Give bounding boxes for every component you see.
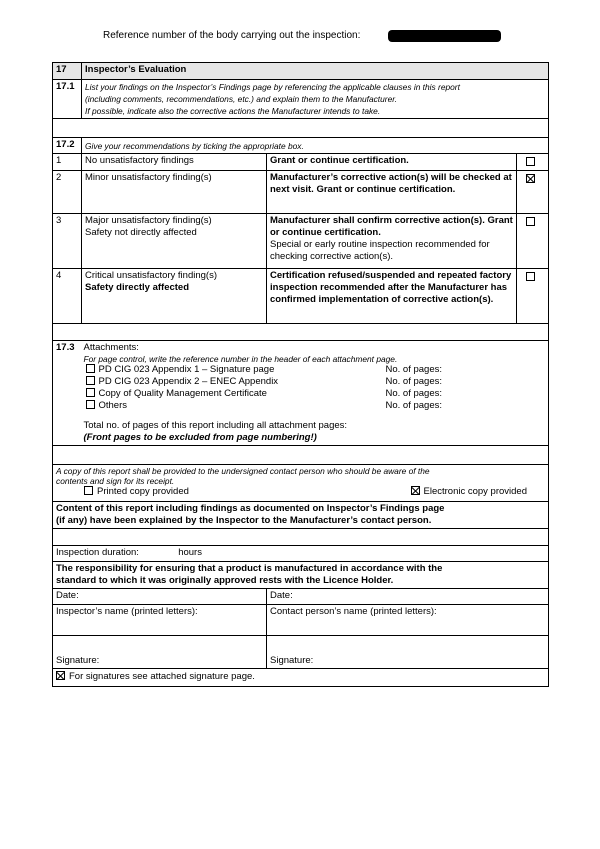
duration-label: Inspection duration:: [56, 547, 139, 558]
finding-label: Critical unsatisfactory finding(s): [85, 270, 217, 281]
attachment-item: [86, 388, 546, 400]
section-17-header: [53, 63, 549, 80]
attachments-title: Attachments:: [83, 342, 139, 353]
attachment-label: Others: [98, 400, 128, 411]
recommendation-row: [53, 171, 549, 214]
section-17-3: [53, 341, 549, 446]
responsibility-line: The responsibility for ensuring that a product is manufactured in accordance with the: [56, 563, 443, 574]
total-pages-note: (Front pages to be excluded from page numbering!): [83, 432, 317, 443]
attachment-item: [86, 400, 546, 412]
recommendation-row: [53, 154, 549, 171]
recommendation-checkbox[interactable]: [526, 272, 535, 281]
signature-page-label: For signatures see attached signature page.: [69, 671, 255, 682]
inspector-name-field[interactable]: Inspector’s name (printed letters):: [53, 605, 267, 636]
recommendation-row: [53, 214, 549, 269]
recommendation-checkbox[interactable]: [526, 157, 535, 166]
instruction-line: Give your recommendations by ticking the appropriate box.: [82, 138, 549, 154]
finding-label: Minor unsatisfactory finding(s): [82, 171, 267, 214]
date-left-field[interactable]: Date:: [53, 589, 267, 605]
section-title: Inspector’s Evaluation: [82, 63, 549, 80]
attachment-checkbox[interactable]: [86, 376, 95, 385]
recommendation-checkbox[interactable]: [526, 174, 535, 183]
electronic-copy-label: Electronic copy provided: [423, 486, 527, 497]
date-row: [53, 589, 549, 605]
action-text: Manufacturer shall confirm corrective action(s). Grant or continue certification.: [270, 215, 513, 238]
section-number: 17.1: [53, 80, 82, 119]
section-number: 17.2: [53, 138, 82, 154]
section-number: 17: [53, 63, 82, 80]
attachment-label: PD CIG 023 Appendix 1 – Signature page: [98, 364, 275, 375]
attachments-note: For page control, write the reference number in the header of each attachment page.: [83, 354, 398, 364]
printed-copy-checkbox[interactable]: [84, 486, 93, 495]
inspection-form: [52, 62, 549, 687]
signature-right-field[interactable]: Signature:: [267, 636, 549, 669]
copy-note: A copy of this report shall be provided to the undersigned contact person who should be aware of the: [56, 466, 430, 476]
finding-sublabel: Safety not directly affected: [85, 227, 197, 238]
name-row: [53, 605, 549, 636]
contact-name-field[interactable]: Contact person’s name (printed letters):: [267, 605, 549, 636]
finding-sublabel: Safety directly affected: [85, 282, 190, 293]
signature-page-checkbox[interactable]: [56, 671, 65, 680]
attachment-label: PD CIG 023 Appendix 2 – ENEC Appendix: [98, 376, 279, 387]
pages-label: No. of pages:: [385, 364, 443, 375]
attachment-checkbox[interactable]: [86, 364, 95, 373]
printed-copy-label: Printed copy provided: [97, 486, 189, 497]
action-text: Certification refused/suspended and repeated factory inspection recommended after the Manufacturer has confirmed implementation of corrective action(s).: [267, 269, 517, 324]
attachment-label: Copy of Quality Management Certificate: [98, 388, 267, 399]
instruction-line: List your findings on the Inspector’s Findings page by referencing the applicable clauses in this report: [85, 82, 460, 92]
row-number: 2: [53, 171, 82, 214]
blank-row: [53, 324, 549, 341]
signature-row: [53, 636, 549, 669]
recommendation-row: [53, 269, 549, 324]
responsibility-statement: [53, 562, 549, 589]
pages-label: No. of pages:: [385, 376, 443, 387]
attachment-checkbox[interactable]: [86, 400, 95, 409]
blank-row: [53, 446, 549, 465]
action-note: Special or early routine inspection recommended for checking corrective action(s).: [270, 239, 490, 262]
row-number: 4: [53, 269, 82, 324]
action-text: Grant or continue certification.: [267, 154, 517, 171]
electronic-copy-checkbox[interactable]: [411, 486, 420, 495]
action-text: Manufacturer’s corrective action(s) will be checked at next visit. Grant or continue certification.: [267, 171, 517, 214]
blank-row: [53, 529, 549, 546]
duration-unit: hours: [178, 547, 202, 558]
section-17-1: [53, 80, 549, 119]
finding-label: Major unsatisfactory finding(s): [85, 215, 212, 226]
row-number: 1: [53, 154, 82, 171]
explained-line: Content of this report including findings as documented on Inspector’s Findings page: [56, 503, 445, 514]
recommendation-checkbox[interactable]: [526, 217, 535, 226]
responsibility-line: standard to which it was originally approved rests with the Licence Holder.: [56, 575, 394, 586]
pages-label: No. of pages:: [385, 400, 443, 411]
explained-statement: [53, 502, 549, 529]
signature-page-row: [53, 669, 549, 687]
copy-section: [53, 465, 549, 502]
section-17-2: [53, 138, 549, 154]
pages-label: No. of pages:: [385, 388, 443, 399]
finding-label: No unsatisfactory findings: [82, 154, 267, 171]
instruction-line: (including comments, recommendations, etc.) and explain them to the Manufacturer.: [85, 94, 398, 104]
copy-note: contents and sign for its receipt.: [56, 476, 175, 486]
section-number: 17.3: [53, 341, 82, 446]
instruction-line: If possible, indicate also the corrective actions the Manufacturer intends to take.: [85, 106, 381, 116]
total-pages-label: Total no. of pages of this report including all attachment pages:: [83, 420, 348, 431]
explained-line: (if any) have been explained by the Inspector to the Manufacturer’s contact person.: [56, 515, 432, 526]
attachment-checkbox[interactable]: [86, 388, 95, 397]
redacted-reference-number: [388, 30, 501, 42]
row-number: 3: [53, 214, 82, 269]
blank-row: [53, 119, 549, 138]
date-right-field[interactable]: Date:: [267, 589, 549, 605]
signature-left-field[interactable]: Signature:: [53, 636, 267, 669]
attachment-item: [86, 376, 546, 388]
duration-row: [53, 546, 549, 562]
attachment-item: [86, 364, 546, 376]
reference-number-label: Reference number of the body carrying out the inspection:: [103, 30, 361, 41]
